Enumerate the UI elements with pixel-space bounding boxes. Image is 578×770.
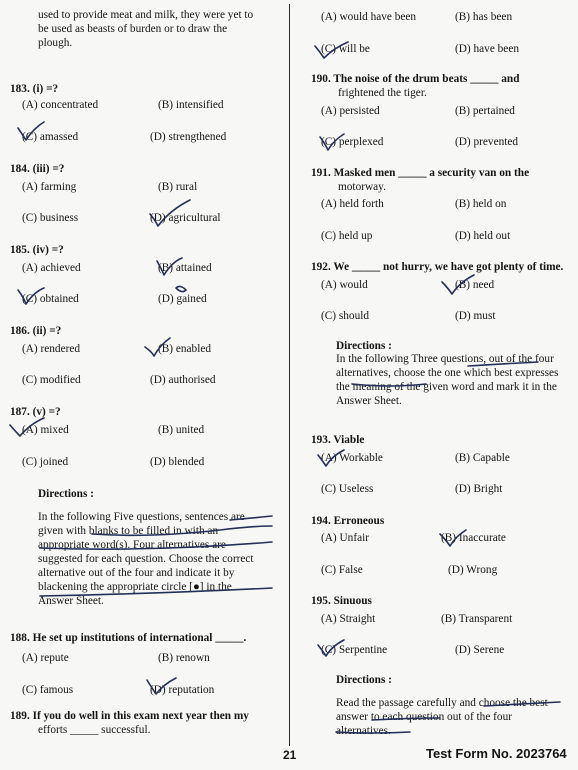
passage-line: used to provide meat and milk, they were yet to [38,9,254,21]
page-number: 21 [283,748,297,762]
question-191-cont: motorway. [338,181,386,193]
option-195-d[interactable]: (D) Serene [455,644,505,656]
directions-line: appropriate word(s). Four alternatives are [38,539,226,551]
directions-heading: Directions : [336,340,392,352]
question-188: 188. He set up institutions of international _____. [10,632,247,644]
option-185-c[interactable]: (C) obtained [22,293,79,305]
option-191-b[interactable]: (B) held on [455,198,507,210]
option-188-d[interactable]: (D) reputation [150,684,215,696]
option-193-b[interactable]: (B) Capable [455,452,510,464]
directions-line: Answer Sheet. [38,595,104,607]
question-189: 189. If you do well in this exam next year then my [10,710,249,722]
option-185-a[interactable]: (A) achieved [22,262,81,274]
option-192-c[interactable]: (C) should [321,310,370,322]
option-184-b[interactable]: (B) rural [158,181,198,193]
directions-line: the meaning of the given word and mark it in the [336,381,557,393]
directions-line: Answer Sheet. [336,395,402,407]
directions-line: In the following Five questions, sentences are [38,511,245,523]
option-188-b[interactable]: (B) renown [158,652,210,664]
option-186-b[interactable]: (B) enabled [158,343,212,355]
option-191-a[interactable]: (A) held forth [321,198,384,210]
question-194: 194. Erroneous [311,515,385,527]
option-193-a[interactable]: (A) Workable [321,452,383,464]
passage-line: plough. [38,37,73,49]
question-195: 195. Sinuous [311,595,372,607]
option-183-d[interactable]: (D) strengthened [150,131,227,143]
question-183: 183. (i) =? [10,83,59,95]
option-185-b[interactable]: (B) attained [158,262,212,274]
option-186-d[interactable]: (D) authorised [150,374,216,386]
option-190-b[interactable]: (B) pertained [455,105,515,117]
directions-line: alternatives, choose the one which best expresses [336,367,559,379]
question-190-cont: frightened the tiger. [338,87,427,99]
option-184-a[interactable]: (A) farming [22,181,77,193]
option-189-a[interactable]: (A) would have been [321,11,417,23]
option-187-c[interactable]: (C) joined [22,456,69,468]
directions-line: answer to each question out of the four [336,711,512,723]
option-183-a[interactable]: (A) concentrated [22,99,99,111]
option-189-d[interactable]: (D) have been [455,43,519,55]
option-188-c[interactable]: (C) famous [22,684,74,696]
question-191: 191. Masked men _____ a security van on the [311,167,530,179]
option-194-d[interactable]: (D) Wrong [448,564,498,576]
column-divider [289,4,290,746]
directions-heading: Directions : [38,488,94,500]
question-186: 186. (ii) =? [10,325,62,337]
option-192-a[interactable]: (A) would [321,279,368,291]
option-192-b[interactable]: (B) need [455,279,495,291]
option-192-d[interactable]: (D) must [455,310,496,322]
option-191-d[interactable]: (D) held out [455,230,511,242]
option-194-c[interactable]: (C) False [321,564,363,576]
question-190: 190. The noise of the drum beats _____ and [311,73,520,85]
question-187: 187. (v) =? [10,406,61,418]
option-194-a[interactable]: (A) Unfair [321,532,369,544]
option-193-d[interactable]: (D) Bright [455,483,503,495]
option-184-d[interactable]: (D) agricultural [150,212,221,224]
directions-line: alternatives. [336,725,391,737]
option-186-c[interactable]: (C) modified [22,374,81,386]
option-185-d[interactable]: (D) gained [158,293,207,305]
question-193: 193. Viable [311,434,365,446]
option-195-b[interactable]: (B) Transparent [441,613,513,625]
option-190-a[interactable]: (A) persisted [321,105,380,117]
question-189-cont: efforts _____ successful. [38,724,151,736]
tick-mark [176,286,186,291]
option-187-d[interactable]: (D) blended [150,456,205,468]
test-form-number: Test Form No. 2023764 [426,746,567,761]
option-189-c[interactable]: (C) will be [321,43,370,55]
option-189-b[interactable]: (B) has been [455,11,513,23]
option-183-c[interactable]: (C) amassed [22,131,79,143]
directions-line: blackening the appropriate circle [●] in the [38,581,232,593]
option-187-a[interactable]: (A) mixed [22,424,69,436]
option-195-a[interactable]: (A) Straight [321,613,376,625]
question-184: 184. (iii) =? [10,163,65,175]
option-194-b[interactable]: (B) Inaccurate [441,532,506,544]
directions-line: given with blanks to be filled in with an [38,525,219,537]
option-193-c[interactable]: (C) Useless [321,483,374,495]
option-187-b[interactable]: (B) united [158,424,205,436]
directions-line: suggested for each question. Choose the correct [38,553,254,565]
option-183-b[interactable]: (B) intensified [158,99,224,111]
directions-heading: Directions : [336,674,392,686]
passage-line: be used as beasts of burden or to draw the [38,23,228,35]
question-192: 192. We _____ not hurry, we have got plenty of time. [311,261,564,273]
option-190-d[interactable]: (D) prevented [455,136,519,148]
option-195-c[interactable]: (C) Serpentine [321,644,388,656]
option-191-c[interactable]: (C) held up [321,230,373,242]
option-186-a[interactable]: (A) rendered [22,343,81,355]
option-188-a[interactable]: (A) repute [22,652,69,664]
question-185: 185. (iv) =? [10,244,64,256]
directions-line: alternative out of the four and indicate it by [38,567,235,579]
directions-line: In the following Three questions, out of the four [336,353,554,365]
directions-line: Read the passage carefully and choose the best [336,697,548,709]
option-190-c[interactable]: (C) perplexed [321,136,384,148]
option-184-c[interactable]: (C) business [22,212,79,224]
